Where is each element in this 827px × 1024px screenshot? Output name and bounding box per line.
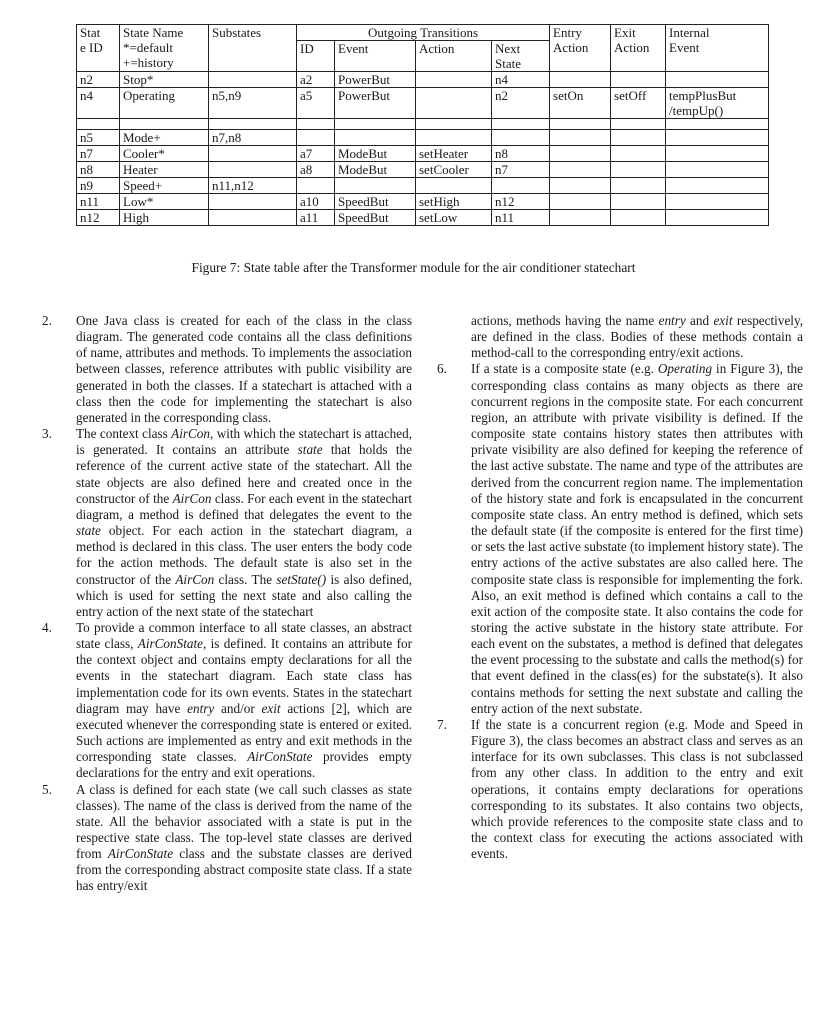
text-run: in Figure 3), the corresponding class contains as many objects as there are concurrent regions in the composite state. For each concurrent region, an attribute with private visibility is defined. If the composite state contains history states then attributes with private visibility are also defined for keeping the reference of the last active substate. The name and type of the attributes are derived from the concurrent region name. The implementation of the history state and fork is encapsulated in the concurrent composite state class. An entry method is defined, which sets the default state (if the composite is entered for the first time) or sets the last active substate (to implement history state). The entry actions of the active substates are also called here. The composite state class is responsible for implementing the fork. Also, an exit method is defined which contains a call to the exit action of the composite state. It also contains the code for storing the active substate in the history state attribute. For each event on the substates, a method is defined that delegates the event processing to the substate and calls the method(s) for that event defined in the class(es) for the substate(s). It also contains methods for setting the next substate and calling the entry action of the next substate.	[471, 361, 803, 716]
list-item	[42, 620, 412, 782]
cell-internal-event	[666, 162, 769, 178]
cell-transition-id: a10	[297, 194, 335, 210]
cell-exit-action	[611, 194, 666, 210]
table-spacer-row	[77, 119, 769, 130]
text-run: and/or	[214, 700, 262, 716]
cell-entry-action	[550, 72, 611, 88]
cell-exit-action	[611, 162, 666, 178]
continued-paragraph	[437, 313, 803, 361]
text-run: respectively, are defined in the class. Bodies of these methods contain a method-call to the corresponding entry/exit actions.	[471, 313, 803, 361]
item-number: 5.	[42, 781, 52, 797]
cell-next-state: n8	[492, 146, 550, 162]
list-item	[42, 782, 412, 895]
cell-action: setLow	[416, 210, 492, 226]
cell-transition-id: a11	[297, 210, 335, 226]
cell-entry-action	[550, 130, 611, 146]
list-item	[42, 313, 412, 426]
cell-exit-action	[611, 72, 666, 88]
text-run: One Java class is created for each of the class in the class diagram. The generated code contains all the class definitions of name, attributes and methods. To implements the association between classes, reference attributes with public visibility are generated in both the classes. If a statechart is attached with a class then the code for implementing the statechart is also generated in the corresponding class.	[76, 313, 412, 425]
text-run: is also defined, which is used for setting the next state and also calling the entry action of the next state of the statechart	[76, 571, 412, 619]
cell-entry-action	[550, 146, 611, 162]
header-event: Event	[335, 41, 416, 72]
cell-entry-action	[550, 162, 611, 178]
cell-action: setHeater	[416, 146, 492, 162]
text-run: actions [2], which are executed whenever the corresponding state is entered or exited. Such actions are implemented as entry and exit methods in the corresponding state classes.	[76, 700, 412, 765]
cell-substates: n5,n9	[209, 88, 297, 119]
cell-exit-action	[611, 210, 666, 226]
figure-caption: Figure 7: State table after the Transformer module for the air conditioner statechart	[191, 260, 636, 275]
cell-transition-id	[297, 178, 335, 194]
cell-state-name: Cooler*	[120, 146, 209, 162]
cell-internal-event: tempPlusBut /tempUp()	[666, 88, 769, 119]
item-number: 2.	[42, 313, 52, 328]
cell-substates: n11,n12	[209, 178, 297, 194]
text-run: provides empty declarations for the entry and exit operations.	[76, 749, 412, 781]
cell-state-id: n8	[77, 162, 120, 178]
header-entry-action: Entry Action	[550, 25, 611, 72]
cell-transition-id	[297, 130, 335, 146]
cell-event: SpeedBut	[335, 210, 416, 226]
italic-text: AirCon	[172, 490, 212, 506]
cell-event: SpeedBut	[335, 194, 416, 210]
table-row	[77, 72, 769, 88]
cell-state-id: n12	[77, 210, 120, 226]
cell-entry-action: setOn	[550, 88, 611, 119]
table-row	[77, 210, 769, 226]
italic-text: entry	[658, 313, 686, 328]
cell-state-name: Heater	[120, 162, 209, 178]
cell-substates: n7,n8	[209, 130, 297, 146]
cell-next-state: n11	[492, 210, 550, 226]
cell-substates	[209, 146, 297, 162]
cell-internal-event	[666, 178, 769, 194]
text-run: class. For each event in the statechart diagram, a method is defined that delegates the event to the	[76, 490, 413, 522]
cell-state-name: High	[120, 210, 209, 226]
cell-state-name: Mode+	[120, 130, 209, 146]
cell-state-id: n11	[77, 194, 120, 210]
cell-state-id: n9	[77, 178, 120, 194]
cell-next-state: n12	[492, 194, 550, 210]
cell-transition-id: a7	[297, 146, 335, 162]
header-state-id: Stat e ID	[77, 25, 120, 72]
italic-text: AirCon	[171, 426, 210, 442]
table-row	[77, 130, 769, 146]
text-run: class and the substate classes are derived from the corresponding abstract composite state class. If a state has entry/exit	[76, 846, 412, 894]
cell-substates	[209, 162, 297, 178]
cell-next-state: n2	[492, 88, 550, 119]
cell-internal-event	[666, 146, 769, 162]
cell-internal-event	[666, 130, 769, 146]
italic-text: exit	[713, 313, 733, 328]
cell-state-id: n2	[77, 72, 120, 88]
table-row	[77, 194, 769, 210]
text-run: A class is defined for each state (we call such classes as state classes). The name of the class is derived from the name of the state. All the behavior associated with a state is put in the respective state class. The top-level state classes are derived from	[76, 781, 412, 862]
cell-state-id: n7	[77, 146, 120, 162]
italic-text: setState()	[276, 571, 327, 587]
italic-text: entry	[187, 700, 215, 716]
cell-exit-action	[611, 178, 666, 194]
cell-action	[416, 72, 492, 88]
cell-internal-event	[666, 194, 769, 210]
cell-next-state: n4	[492, 72, 550, 88]
text-run: , is defined. It contains an attribute for the context object and contains empty declarations for all the events in the statechart diagram. Each state class has implementation code for its own events. States in the statechart diagram may have	[76, 636, 412, 716]
list-item	[42, 426, 412, 620]
item-number: 4.	[42, 619, 52, 635]
cell-transition-id: a2	[297, 72, 335, 88]
header-substates: Substates	[209, 25, 297, 72]
header-exit-action: Exit Action	[611, 25, 666, 72]
italic-text: state	[297, 442, 323, 458]
table-row	[77, 146, 769, 162]
cell-event: PowerBut	[335, 72, 416, 88]
cell-transition-id: a5	[297, 88, 335, 119]
text-run: If a state is a composite state (e.g.	[471, 361, 658, 377]
cell-state-name: Speed+	[120, 178, 209, 194]
table-header-row	[77, 25, 769, 41]
italic-text: AirConState	[137, 636, 203, 652]
text-run: and	[685, 313, 714, 328]
cell-action: setHigh	[416, 194, 492, 210]
text-run: actions, methods having the name	[471, 313, 659, 328]
cell-exit-action	[611, 146, 666, 162]
italic-text: Operating	[657, 361, 713, 377]
italic-text: state	[76, 523, 101, 539]
left-column	[42, 313, 412, 895]
cell-next-state	[492, 178, 550, 194]
header-state-name: State Name *=default +=history	[120, 25, 209, 72]
cell-internal-event	[666, 210, 769, 226]
text-run: The context class	[76, 426, 172, 442]
cell-substates	[209, 210, 297, 226]
cell-state-name: Stop*	[120, 72, 209, 88]
cell-state-id: n4	[77, 88, 120, 119]
header-outgoing-transitions: Outgoing Transitions	[297, 25, 550, 41]
text-run: class. The	[214, 571, 277, 587]
item-number: 6.	[437, 361, 447, 377]
cell-action	[416, 130, 492, 146]
cell-event: ModeBut	[335, 146, 416, 162]
text-run: If the state is a concurrent region (e.g. Mode and Speed in Figure 3), the class becomes an abstract class and serves as an interface for its own subclasses. This class is not subclassed from any other class. In addition to the entry and exit operations, it contains empty declarations for operations corresponding to its substates. It also contains two objects, which provide references to the composite state class and to the context class for executing the actions associated with events.	[471, 716, 803, 862]
cell-substates	[209, 72, 297, 88]
cell-internal-event	[666, 72, 769, 88]
cell-action: setCooler	[416, 162, 492, 178]
cell-transition-id: a8	[297, 162, 335, 178]
cell-substates	[209, 194, 297, 210]
cell-event: PowerBut	[335, 88, 416, 119]
cell-next-state: n7	[492, 162, 550, 178]
cell-state-id: n5	[77, 130, 120, 146]
table-row	[77, 162, 769, 178]
text-run: , with which the statechart is attached, is generated. It contains an attribute	[76, 426, 413, 458]
list-item	[437, 717, 803, 862]
header-id: ID	[297, 41, 335, 72]
cell-event	[335, 178, 416, 194]
text-run: object. For each action in the statechart diagram, a method is declared in this class. The user enters the body code for the action methods. The default state is also set in the constructor of the	[76, 523, 412, 587]
item-number: 3.	[42, 426, 52, 442]
cell-action	[416, 88, 492, 119]
cell-exit-action	[611, 130, 666, 146]
cell-next-state	[492, 130, 550, 146]
cell-state-name: Low*	[120, 194, 209, 210]
state-table	[76, 24, 769, 226]
cell-action	[416, 178, 492, 194]
text-run: To provide a common interface to all state classes, an abstract state class,	[76, 619, 412, 652]
italic-text: AirConState	[107, 846, 174, 862]
italic-text: AirCon	[175, 571, 215, 587]
table-row	[77, 88, 769, 119]
table-row	[77, 178, 769, 194]
cell-state-name: Operating	[120, 88, 209, 119]
header-action: Action	[416, 41, 492, 72]
cell-event	[335, 130, 416, 146]
header-next-state: Next State	[492, 41, 550, 72]
item-number: 7.	[437, 716, 447, 732]
header-internal-event: Internal Event	[666, 25, 769, 72]
italic-text: exit	[261, 700, 281, 716]
list-item	[437, 361, 803, 716]
cell-entry-action	[550, 178, 611, 194]
text-run: that holds the reference of the current active state of the statechart. All the state objects are also defined here and created once in the constructor of the	[76, 442, 412, 506]
cell-exit-action: setOff	[611, 88, 666, 119]
cell-entry-action	[550, 210, 611, 226]
italic-text: AirConState	[247, 749, 313, 765]
cell-event: ModeBut	[335, 162, 416, 178]
cell-entry-action	[550, 194, 611, 210]
right-column	[437, 313, 803, 862]
